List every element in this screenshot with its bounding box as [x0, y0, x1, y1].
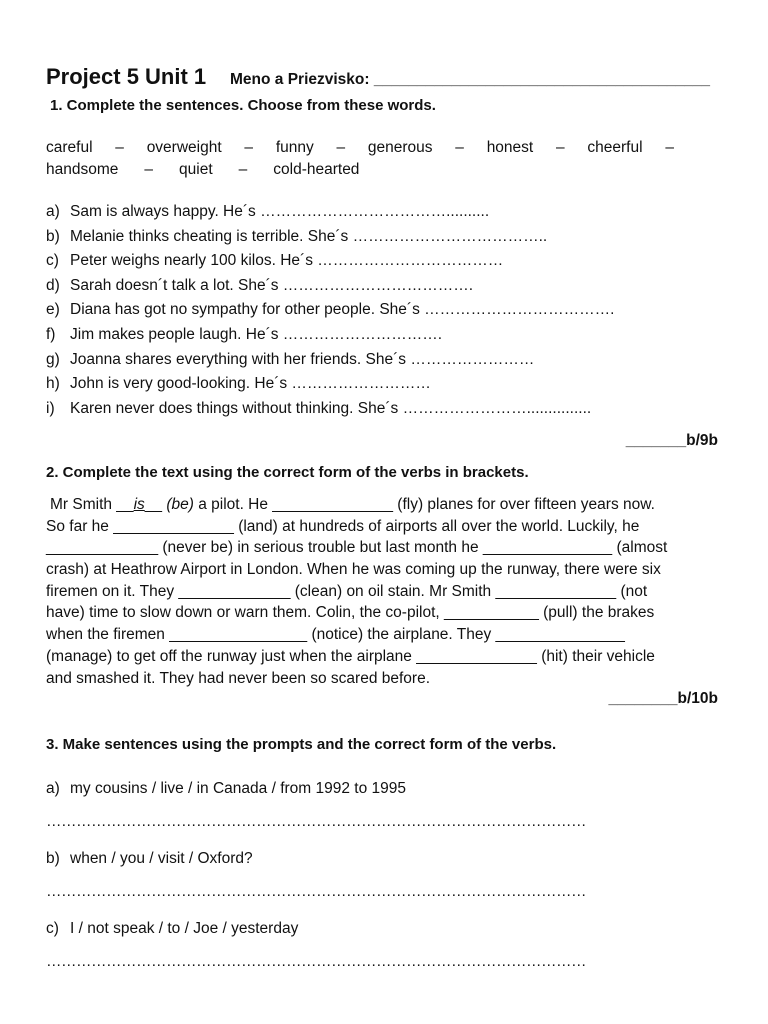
- item-label: i): [46, 399, 55, 417]
- line-text: and smashed it. They had never been so scared before.: [46, 669, 431, 687]
- item-label: c): [46, 920, 59, 937]
- exercise-1-item: [46, 249, 503, 273]
- exercise-1-item: [46, 397, 591, 421]
- word-bank-word: careful: [46, 139, 93, 156]
- item-text: Sam is always happy. He´s ………………………………..........: [70, 203, 490, 220]
- exercise-1-item: [46, 348, 534, 372]
- line-text: _____________ (never be) in serious trouble but last month he _______________ (almost: [46, 539, 668, 557]
- word-bank-word: handsome: [46, 161, 119, 178]
- line-text: have) time to slow down or warn them. Colin, the co-pilot, ___________ (pull) the brakes: [46, 604, 655, 622]
- paragraph-line: [46, 646, 711, 668]
- word-bank: [46, 137, 674, 181]
- example-answer: is: [133, 496, 145, 513]
- word-bank-word: cheerful: [587, 139, 643, 156]
- prompt-text: my cousins / live / in Canada / from 1992 to 1995: [70, 780, 407, 797]
- prompt-text: I / not speak / to / Joe / yesterday: [70, 920, 299, 937]
- item-label: g): [46, 350, 60, 368]
- paragraph-line: [46, 559, 711, 581]
- item-label: f): [46, 326, 56, 343]
- word-bank-row-2: [46, 159, 674, 181]
- word-bank-word: generous: [367, 139, 433, 156]
- exercise-3-heading: 3. Make sentences using the prompts and the correct form of the verbs.: [46, 736, 557, 753]
- sentence-fragment: __: [144, 496, 167, 513]
- word-bank-word: honest: [486, 139, 534, 156]
- word-bank-row-1: [46, 137, 674, 159]
- answer-line: ………………………………………………………………………………………………: [46, 953, 586, 970]
- name-field-label: Meno a Priezvisko: _______________________________________: [230, 71, 711, 88]
- item-text: Jim makes people laugh. He´s ………………………….: [70, 326, 443, 343]
- word-separator: –: [665, 139, 674, 156]
- line-text: firemen on it. They _____________ (clean) on oil stain. Mr Smith ______________ (not: [46, 582, 648, 600]
- exercise-2-heading: 2. Complete the text using the correct form of the verbs in brackets.: [46, 464, 529, 481]
- word-separator: –: [144, 161, 154, 178]
- answer-line: ………………………………………………………………………………………………: [46, 883, 586, 900]
- word-bank-word: cold-hearted: [273, 161, 360, 178]
- item-text: Karen never does things without thinking. She´s ……………………...............: [70, 399, 592, 417]
- exercise-1-score: _______b/9b: [625, 432, 718, 449]
- worksheet-title: Project 5 Unit 1: [46, 64, 207, 89]
- item-label: b): [46, 850, 60, 867]
- paragraph-line: [46, 668, 711, 690]
- item-text: Sarah doesn´t talk a lot. She´s ……………………………….: [70, 276, 474, 294]
- word-separator: –: [115, 139, 124, 156]
- line-text: crash) at Heathrow Airport in London. When he was coming up the runway, there were six: [46, 561, 661, 579]
- item-text: Joanna shares everything with her friends. She´s ……………………: [70, 350, 535, 368]
- item-label: c): [46, 252, 59, 270]
- item-label: e): [46, 301, 60, 319]
- word-separator: –: [336, 139, 346, 156]
- exercise-1-item: [46, 298, 614, 322]
- verb-hint: (be): [166, 496, 194, 513]
- exercise-3-prompt: [46, 780, 406, 798]
- item-text: Melanie thinks cheating is terrible. She´s ………………………………..: [70, 227, 548, 245]
- exercise-2-text: [46, 494, 711, 689]
- word-bank-word: overweight: [146, 139, 222, 156]
- exercise-3-prompt: [46, 850, 253, 868]
- word-separator: –: [238, 161, 248, 178]
- item-label: h): [46, 375, 60, 393]
- paragraph-line: [46, 516, 711, 538]
- paragraph-line: [46, 494, 711, 516]
- line-text: when the firemen ________________ (notice) the airplane. They _______________: [46, 626, 625, 644]
- exercise-3-prompt: [46, 920, 298, 938]
- word-separator: –: [455, 139, 464, 156]
- exercise-1-item: [46, 323, 442, 347]
- item-text: John is very good-looking. He´s ………………………: [70, 375, 431, 393]
- item-label: a): [46, 203, 60, 220]
- prompt-text: when / you / visit / Oxford?: [70, 850, 253, 867]
- item-label: d): [46, 276, 60, 294]
- exercise-2-score: ________b/10b: [608, 690, 718, 707]
- item-text: Diana has got no sympathy for other people. She´s ……………………………….: [70, 301, 615, 319]
- line-text: So far he ______________ (land) at hundreds of airports all over the world. Luckily, he: [46, 517, 640, 535]
- word-separator: –: [556, 139, 565, 156]
- sentence-fragment: Mr Smith __: [50, 496, 134, 513]
- item-label: b): [46, 227, 60, 245]
- item-text: Peter weighs nearly 100 kilos. He´s ………………………………: [70, 252, 504, 270]
- item-label: a): [46, 780, 60, 797]
- exercise-1-heading: 1. Complete the sentences. Choose from these words.: [50, 97, 436, 114]
- exercise-1-item: [46, 372, 431, 396]
- answer-line: ………………………………………………………………………………………………: [46, 813, 586, 830]
- exercise-1-item: [46, 274, 473, 298]
- example-sentence: [50, 494, 655, 516]
- word-bank-word: quiet: [179, 161, 213, 178]
- exercise-1-item: [46, 200, 489, 224]
- exercise-1-item: [46, 225, 547, 249]
- paragraph-line: [46, 624, 711, 646]
- word-separator: –: [244, 139, 254, 156]
- word-bank-word: funny: [275, 139, 314, 156]
- line-text: (manage) to get off the runway just when the airplane ______________ (hit) their vehicle: [46, 647, 655, 665]
- paragraph-line: [46, 537, 711, 559]
- paragraph-line: [46, 581, 711, 603]
- paragraph-line: [46, 602, 711, 624]
- sentence-fragment: a pilot. He ______________ (fly) planes for over fifteen years now.: [193, 496, 655, 513]
